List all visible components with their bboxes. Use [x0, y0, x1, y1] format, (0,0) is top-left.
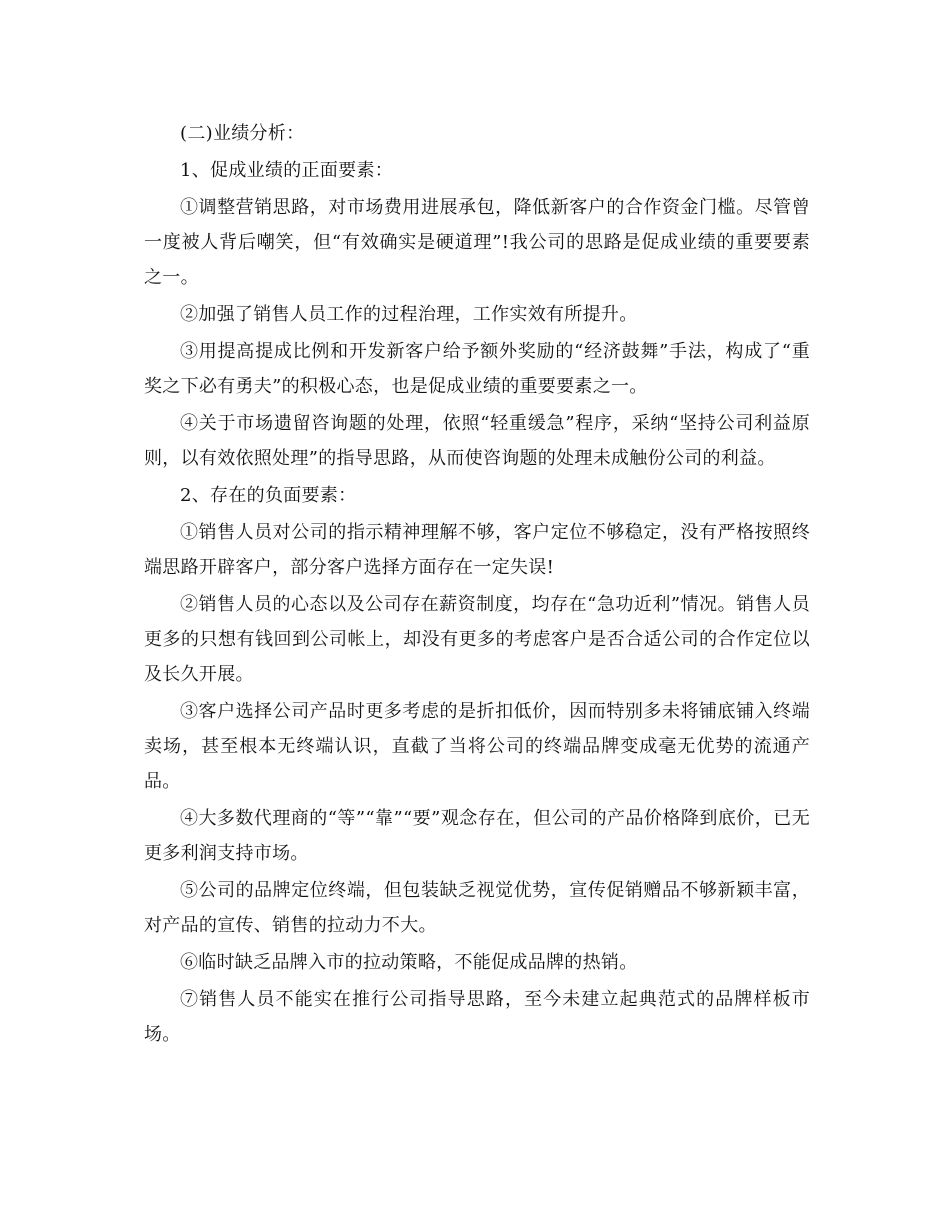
- paragraph-negative-4: ④大多数代理商的“等”“靠”“要”观念存在，但公司的产品价格降到底价，已无更多利润支持市场。: [144, 808, 810, 864]
- paragraph-negative-7: ⑦销售人员不能实在推行公司指导思路，至今未建立起典范式的品牌样板市场。: [144, 989, 810, 1045]
- section-heading-performance-analysis: (二)业绩分析：: [180, 123, 305, 144]
- paragraph-negative-2: ②销售人员的心态以及公司存在薪资制度，均存在“急功近利”情况。销售人员更多的只想有钱回到公司帐上，却没有更多的考虑客户是否合适公司的合作定位以及长久开展。: [144, 594, 810, 685]
- subheading-negative-factors: 2、存在的负面要素：: [180, 485, 357, 506]
- subheading-positive-factors: 1、促成业绩的正面要素：: [180, 160, 394, 181]
- paragraph-negative-3: ③客户选择公司产品时更多考虑的是折扣低价，因而特别多未将铺底铺入终端卖场，甚至根本无终端认识，直截了当将公司的终端品牌变成毫无优势的流通产品。: [144, 701, 810, 792]
- paragraph-positive-1: ①调整营销思路，对市场费用进展承包，降低新客户的合作资金门槛。尽管曾一度被人背后嘲笑，但“有效确实是硬道理”!我公司的思路是促成业绩的重要要素之一。: [144, 197, 810, 288]
- document-body: [144, 116, 810, 1054]
- paragraph-positive-2: ②加强了销售人员工作的过程治理，工作实效有所提升。: [180, 304, 638, 325]
- paragraph-negative-1: ①销售人员对公司的指示精神理解不够，客户定位不够稳定，没有严格按照终端思路开辟客户，部分客户选择方面存在一定失误!: [144, 522, 810, 578]
- paragraph-positive-4: ④关于市场遗留咨询题的处理，依照“轻重缓急”程序，采纳“坚持公司利益原则，以有效依照处理”的指导思路，从而使咨询题的处理未成触份公司的利益。: [144, 413, 810, 469]
- paragraph-positive-3: ③用提高提成比例和开发新客户给予额外奖励的“经济鼓舞”手法，构成了“重奖之下必有勇夫”的积极心态，也是促成业绩的重要要素之一。: [144, 341, 810, 397]
- paragraph-negative-6: ⑥临时缺乏品牌入市的拉动策略，不能促成品牌的热销。: [180, 952, 638, 973]
- paragraph-negative-5: ⑤公司的品牌定位终端，但包装缺乏视觉优势，宣传促销赠品不够新颖丰富，对产品的宣传、销售的拉动力不大。: [144, 880, 810, 936]
